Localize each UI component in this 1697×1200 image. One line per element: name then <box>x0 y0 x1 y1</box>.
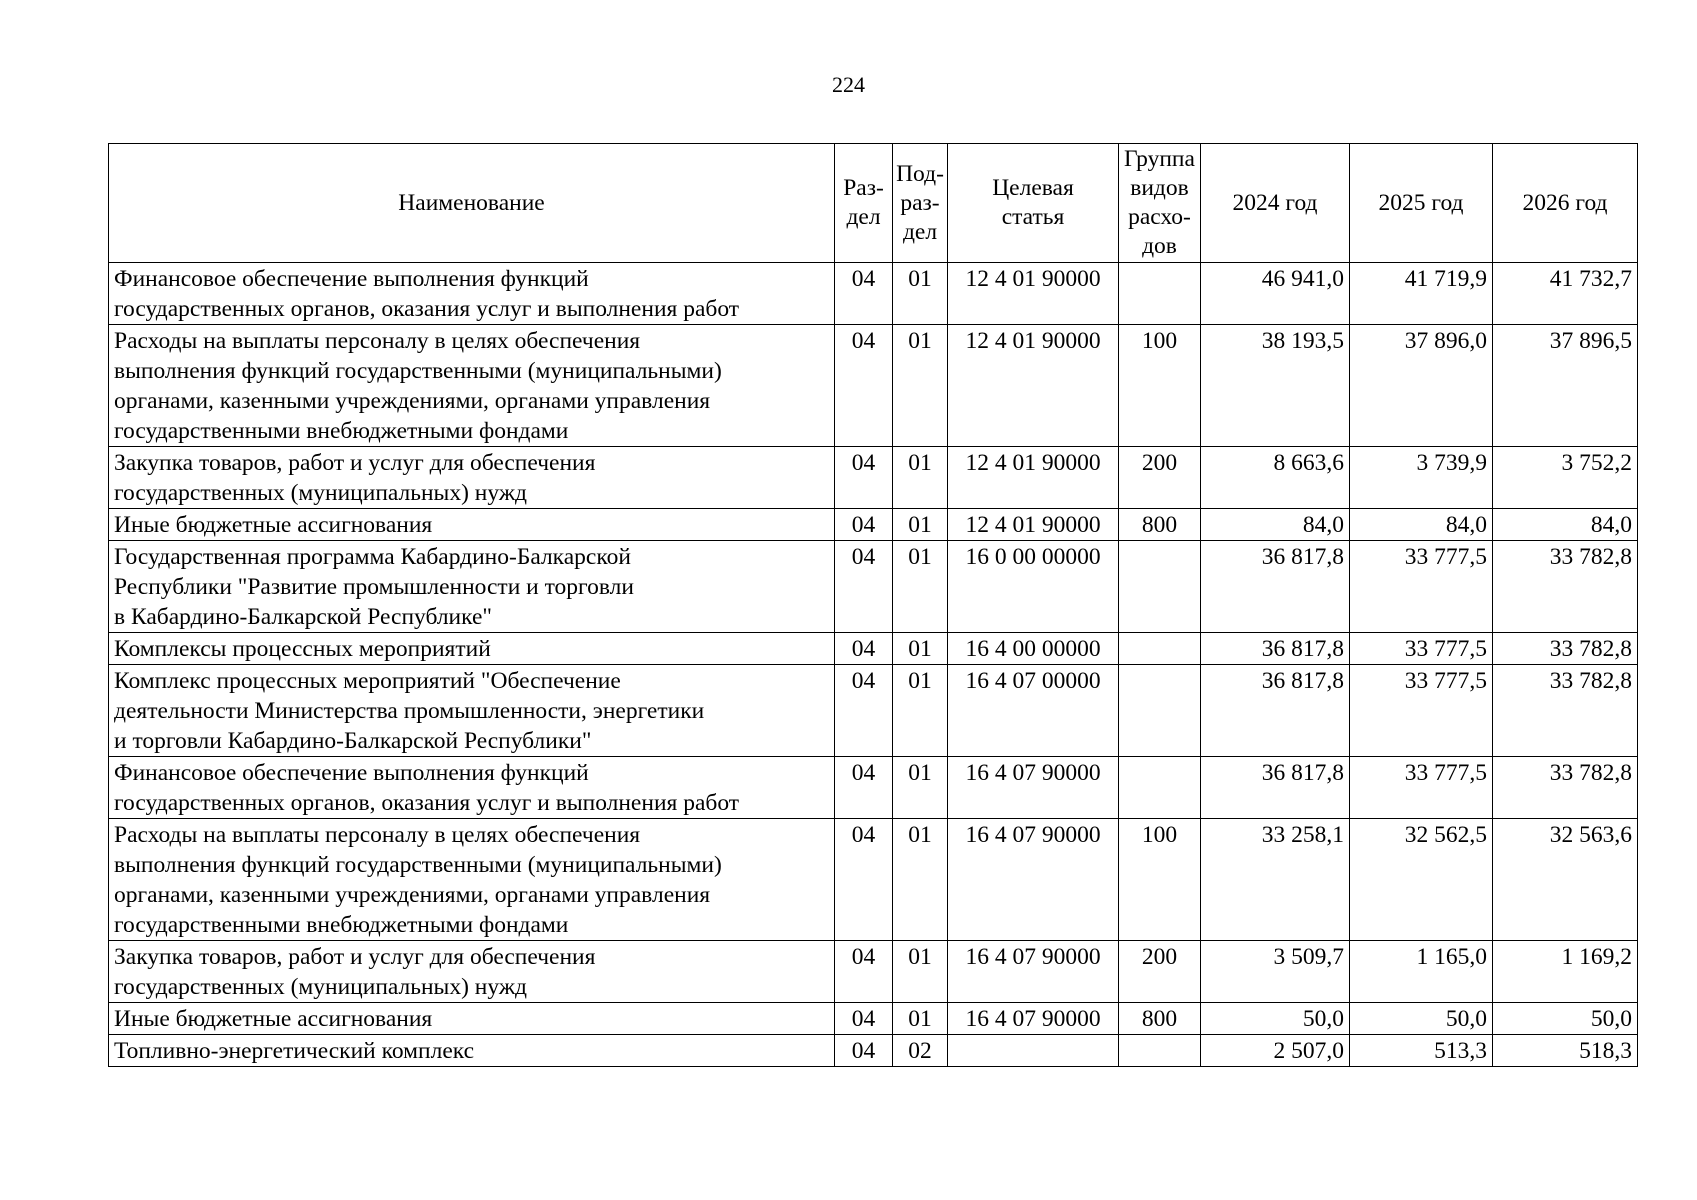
cell-2026: 41 732,7 <box>1493 263 1638 325</box>
cell-podrazdel: 01 <box>893 263 948 325</box>
cell-razdel: 04 <box>835 1035 893 1067</box>
cell-razdel: 04 <box>835 665 893 757</box>
cell-2026: 84,0 <box>1493 509 1638 541</box>
cell-name <box>109 819 835 941</box>
table-row <box>109 1003 1638 1035</box>
table-row <box>109 509 1638 541</box>
cell-gruppa <box>1119 541 1201 633</box>
cell-podrazdel: 01 <box>893 941 948 1003</box>
header-2026: 2026 год <box>1493 144 1638 263</box>
table-row <box>109 541 1638 633</box>
table-row <box>109 263 1638 325</box>
cell-gruppa <box>1119 665 1201 757</box>
cell-celevaya-statya: 12 4 01 90000 <box>948 263 1119 325</box>
cell-2024: 46 941,0 <box>1201 263 1350 325</box>
cell-name <box>109 541 835 633</box>
cell-name-line: Государственная программа Кабардино-Балкарской <box>114 544 631 570</box>
cell-razdel: 04 <box>835 509 893 541</box>
header-podrazdel: Под- раз- дел <box>893 144 948 263</box>
header-2025: 2025 год <box>1350 144 1493 263</box>
header-razdel: Раз- дел <box>835 144 893 263</box>
cell-name-line: государственных органов, оказания услуг и выполнения работ <box>114 296 740 322</box>
cell-podrazdel: 01 <box>893 757 948 819</box>
cell-celevaya-statya: 16 4 07 00000 <box>948 665 1119 757</box>
cell-name <box>109 941 835 1003</box>
cell-gruppa <box>1119 1035 1201 1067</box>
cell-2026: 3 752,2 <box>1493 447 1638 509</box>
cell-razdel: 04 <box>835 1003 893 1035</box>
cell-2026: 33 782,8 <box>1493 541 1638 633</box>
cell-razdel: 04 <box>835 541 893 633</box>
header-name: Наименование <box>109 144 835 263</box>
cell-2024: 36 817,8 <box>1201 757 1350 819</box>
cell-2026: 518,3 <box>1493 1035 1638 1067</box>
header-gruppa-vidov-raskhodov: Группа видов расхо- дов <box>1119 144 1201 263</box>
cell-name-line: выполнения функций государственными (муниципальными) <box>114 358 722 384</box>
cell-name-line: Республики "Развитие промышленности и торговли <box>114 574 634 600</box>
cell-gruppa: 100 <box>1119 819 1201 941</box>
cell-name-line: Комплекс процессных мероприятий "Обеспечение <box>114 668 621 694</box>
cell-razdel: 04 <box>835 325 893 447</box>
cell-razdel: 04 <box>835 757 893 819</box>
cell-razdel: 04 <box>835 819 893 941</box>
cell-name-line: государственных органов, оказания услуг и выполнения работ <box>114 790 740 816</box>
page-number: 224 <box>832 72 865 97</box>
cell-podrazdel: 01 <box>893 819 948 941</box>
cell-name-line: Финансовое обеспечение выполнения функций <box>114 266 589 292</box>
cell-2025: 1 165,0 <box>1350 941 1493 1003</box>
cell-podrazdel: 01 <box>893 1003 948 1035</box>
cell-razdel: 04 <box>835 263 893 325</box>
cell-podrazdel: 01 <box>893 447 948 509</box>
cell-gruppa: 200 <box>1119 941 1201 1003</box>
cell-celevaya-statya: 12 4 01 90000 <box>948 447 1119 509</box>
cell-name-line: Расходы на выплаты персоналу в целях обеспечения <box>114 822 641 848</box>
table-row <box>109 325 1638 447</box>
cell-razdel: 04 <box>835 633 893 665</box>
budget-table <box>108 143 1638 1067</box>
cell-name-line: государственных (муниципальных) нужд <box>114 974 528 1000</box>
cell-2024: 36 817,8 <box>1201 665 1350 757</box>
table-header-row <box>109 144 1638 263</box>
cell-razdel: 04 <box>835 941 893 1003</box>
table-row <box>109 941 1638 1003</box>
cell-podrazdel: 01 <box>893 541 948 633</box>
cell-2025: 37 896,0 <box>1350 325 1493 447</box>
cell-2026: 33 782,8 <box>1493 665 1638 757</box>
cell-2025: 33 777,5 <box>1350 633 1493 665</box>
cell-gruppa: 800 <box>1119 509 1201 541</box>
cell-celevaya-statya: 16 4 07 90000 <box>948 941 1119 1003</box>
cell-2024: 2 507,0 <box>1201 1035 1350 1067</box>
cell-podrazdel: 01 <box>893 665 948 757</box>
cell-name-line: Расходы на выплаты персоналу в целях обеспечения <box>114 328 641 354</box>
cell-gruppa: 200 <box>1119 447 1201 509</box>
cell-name-line: Финансовое обеспечение выполнения функций <box>114 760 589 786</box>
cell-2025: 50,0 <box>1350 1003 1493 1035</box>
cell-2024: 8 663,6 <box>1201 447 1350 509</box>
cell-celevaya-statya: 16 4 00 00000 <box>948 633 1119 665</box>
cell-name-line: государственными внебюджетными фондами <box>114 418 569 444</box>
cell-2026: 1 169,2 <box>1493 941 1638 1003</box>
cell-2026: 37 896,5 <box>1493 325 1638 447</box>
cell-2025: 513,3 <box>1350 1035 1493 1067</box>
cell-2024: 3 509,7 <box>1201 941 1350 1003</box>
cell-name-line: органами, казенными учреждениями, органами управления <box>114 882 711 908</box>
cell-gruppa: 800 <box>1119 1003 1201 1035</box>
cell-name-line: Иные бюджетные ассигнования <box>114 512 433 538</box>
cell-2024: 50,0 <box>1201 1003 1350 1035</box>
table-body <box>109 263 1638 1067</box>
cell-name <box>109 447 835 509</box>
cell-celevaya-statya: 16 4 07 90000 <box>948 819 1119 941</box>
cell-2025: 41 719,9 <box>1350 263 1493 325</box>
cell-name-line: Комплексы процессных мероприятий <box>114 636 491 662</box>
cell-celevaya-statya: 12 4 01 90000 <box>948 325 1119 447</box>
table-row <box>109 447 1638 509</box>
cell-name <box>109 757 835 819</box>
cell-2024: 38 193,5 <box>1201 325 1350 447</box>
cell-podrazdel: 02 <box>893 1035 948 1067</box>
cell-2026: 33 782,8 <box>1493 757 1638 819</box>
cell-name-line: деятельности Министерства промышленности, энергетики <box>114 698 705 724</box>
cell-2024: 36 817,8 <box>1201 633 1350 665</box>
cell-celevaya-statya: 16 4 07 90000 <box>948 757 1119 819</box>
cell-celevaya-statya: 12 4 01 90000 <box>948 509 1119 541</box>
cell-2025: 3 739,9 <box>1350 447 1493 509</box>
table-row <box>109 757 1638 819</box>
cell-name-line: государственными внебюджетными фондами <box>114 912 569 938</box>
cell-2024: 33 258,1 <box>1201 819 1350 941</box>
cell-2026: 50,0 <box>1493 1003 1638 1035</box>
cell-name-line: выполнения функций государственными (муниципальными) <box>114 852 722 878</box>
cell-name <box>109 1035 835 1067</box>
cell-name <box>109 509 835 541</box>
cell-name-line: государственных (муниципальных) нужд <box>114 480 528 506</box>
cell-name <box>109 263 835 325</box>
cell-name <box>109 633 835 665</box>
cell-name <box>109 1003 835 1035</box>
cell-name-line: Закупка товаров, работ и услуг для обеспечения <box>114 944 596 970</box>
cell-2024: 84,0 <box>1201 509 1350 541</box>
cell-2025: 33 777,5 <box>1350 541 1493 633</box>
cell-2025: 33 777,5 <box>1350 757 1493 819</box>
table-row <box>109 633 1638 665</box>
cell-podrazdel: 01 <box>893 509 948 541</box>
cell-gruppa <box>1119 263 1201 325</box>
cell-2024: 36 817,8 <box>1201 541 1350 633</box>
cell-podrazdel: 01 <box>893 325 948 447</box>
cell-razdel: 04 <box>835 447 893 509</box>
cell-gruppa <box>1119 633 1201 665</box>
cell-gruppa: 100 <box>1119 325 1201 447</box>
cell-2025: 84,0 <box>1350 509 1493 541</box>
cell-celevaya-statya: 16 4 07 90000 <box>948 1003 1119 1035</box>
header-2024: 2024 год <box>1201 144 1350 263</box>
cell-2025: 33 777,5 <box>1350 665 1493 757</box>
header-celevaya-statya: Целевая статья <box>948 144 1119 263</box>
table-row <box>109 819 1638 941</box>
cell-celevaya-statya: 16 0 00 00000 <box>948 541 1119 633</box>
cell-2026: 32 563,6 <box>1493 819 1638 941</box>
cell-name <box>109 325 835 447</box>
table-row <box>109 665 1638 757</box>
cell-2026: 33 782,8 <box>1493 633 1638 665</box>
cell-name-line: и торговли Кабардино-Балкарской Республики" <box>114 728 592 754</box>
cell-name-line: Топливно-энергетический комплекс <box>114 1038 475 1064</box>
table-row <box>109 1035 1638 1067</box>
cell-name-line: Иные бюджетные ассигнования <box>114 1006 433 1032</box>
cell-podrazdel: 01 <box>893 633 948 665</box>
cell-gruppa <box>1119 757 1201 819</box>
cell-name-line: в Кабардино-Балкарской Республике" <box>114 604 492 630</box>
cell-2025: 32 562,5 <box>1350 819 1493 941</box>
cell-name <box>109 665 835 757</box>
cell-name-line: Закупка товаров, работ и услуг для обеспечения <box>114 450 596 476</box>
cell-celevaya-statya <box>948 1035 1119 1067</box>
cell-name-line: органами, казенными учреждениями, органами управления <box>114 388 711 414</box>
